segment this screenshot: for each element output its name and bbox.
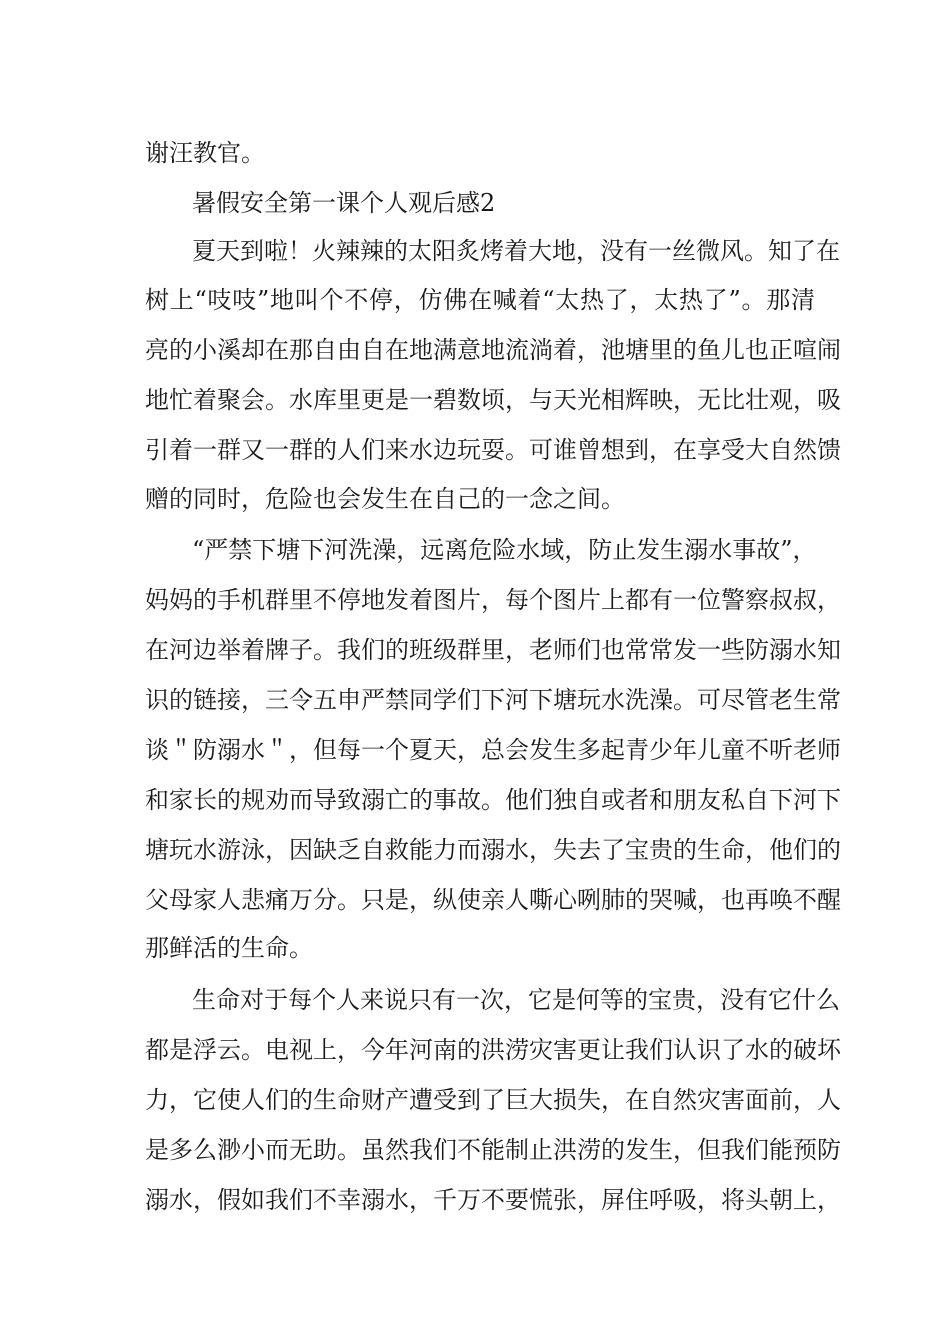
text-line: 引着一群又一群的人们来水边玩耍。可谁曾想到，在享受大自然馈: [145, 436, 841, 464]
text-line: 夏天到啦！火辣辣的太阳炙烤着大地，没有一丝微风。知了在: [192, 237, 840, 265]
text-line: 谢汪教官。: [145, 139, 265, 167]
text-line: 识的链接，三令五申严禁同学们下河下塘玩水洗澡。可尽管老生常: [145, 686, 841, 714]
text-line: 是多么渺小而无助。虽然我们不能制止洪涝的发生，但我们能预防: [145, 1136, 841, 1164]
text-line: “严禁下塘下河洗澡，远离危险水域，防止发生溺水事故”，: [192, 536, 817, 564]
text-line: 塘玩水游泳，因缺乏自救能力而溺水，失去了宝贵的生命，他们的: [145, 836, 841, 864]
text-line: 溺水，假如我们不幸溺水，千万不要慌张，屏住呼吸，将头朝上，: [145, 1186, 841, 1214]
text-line: 树上“吱吱”地叫个不停，仿佛在喊着“太热了，太热了”。那清: [145, 286, 815, 314]
text-line: 亮的小溪却在那自由自在地满意地流淌着，池塘里的鱼儿也正喧闹: [145, 336, 841, 364]
text-line: 父母家人悲痛万分。只是，纵使亲人嘶心咧肺的哭喊，也再唤不醒: [145, 886, 841, 914]
text-line: 那鲜活的生命。: [145, 934, 313, 962]
text-line: 生命对于每个人来说只有一次，它是何等的宝贵，没有它什么: [192, 986, 840, 1014]
text-line: 妈妈的手机群里不停地发着图片，每个图片上都有一位警察叔叔，: [145, 586, 841, 614]
section-heading: 暑假安全第一课个人观后感2: [192, 189, 496, 217]
text-line: 都是浮云。电视上，今年河南的洪涝灾害更让我们认识了水的破坏: [145, 1036, 841, 1064]
text-line: 谈＂防溺水＂，但每一个夏天，总会发生多起青少年儿童不听老师: [145, 736, 841, 764]
text-line: 和家长的规劝而导致溺亡的事故。他们独自或者和朋友私自下河下: [145, 786, 841, 814]
text-line: 在河边举着牌子。我们的班级群里，老师们也常常发一些防溺水知: [145, 636, 841, 664]
text-line: 地忙着聚会。水库里更是一碧数顷，与天光相辉映，无比壮观，吸: [145, 386, 841, 414]
text-line: 赠的同时，危险也会发生在自己的一念之间。: [145, 485, 625, 513]
text-line: 力，它使人们的生命财产遭受到了巨大损失，在自然灾害面前，人: [145, 1086, 841, 1114]
